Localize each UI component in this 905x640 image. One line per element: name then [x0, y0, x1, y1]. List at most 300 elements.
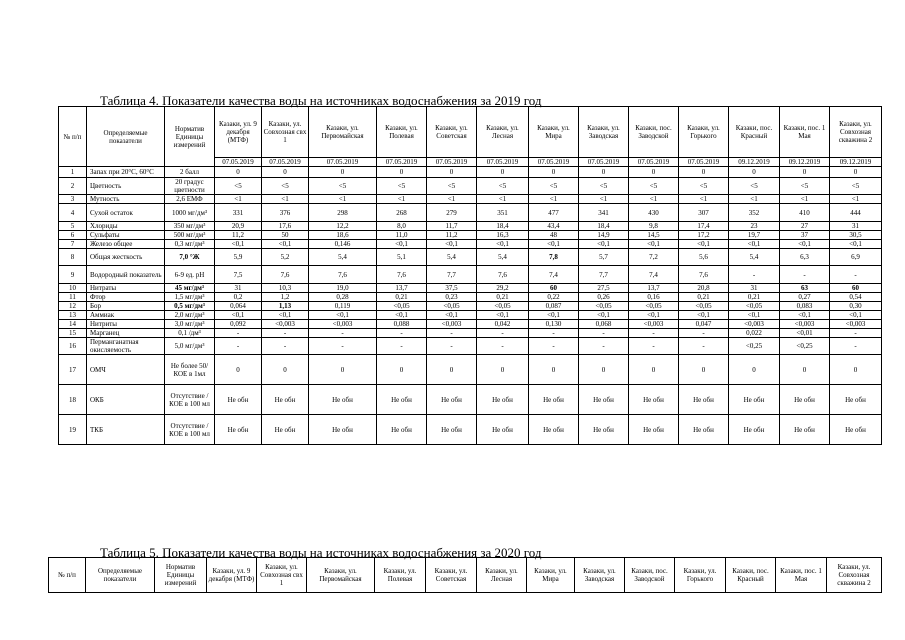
measurement-cell: <0,003	[262, 320, 309, 329]
indicator-name: Нитраты	[87, 284, 165, 293]
measurement-cell: 31	[215, 284, 262, 293]
sample-date: 07.05.2019	[262, 158, 309, 167]
measurement-cell: 7,2	[629, 249, 679, 266]
measurement-cell: 0	[377, 167, 427, 178]
measurement-cell: -	[377, 329, 427, 338]
measurement-cell: <5	[529, 178, 579, 195]
measurement-cell: 430	[629, 204, 679, 222]
measurement-cell: Не обн	[679, 415, 729, 445]
measurement-cell: Не обн	[377, 415, 427, 445]
measurement-cell: Не обн	[427, 385, 477, 415]
measurement-cell: 0,23	[427, 293, 477, 302]
measurement-cell: Не обн	[529, 415, 579, 445]
row-number: 12	[59, 302, 87, 311]
measurement-cell: 0	[477, 167, 529, 178]
measurement-cell: 37	[780, 231, 830, 240]
table-row	[59, 167, 882, 178]
measurement-cell: 5,4	[477, 249, 529, 266]
sample-date: 07.05.2019	[477, 158, 529, 167]
measurement-cell: 5,4	[427, 249, 477, 266]
indicator-name: Общая жесткость	[87, 249, 165, 266]
row-number: 18	[59, 385, 87, 415]
measurement-cell: 0,2	[215, 293, 262, 302]
indicator-name: Хлориды	[87, 222, 165, 231]
measurement-cell: 63	[780, 284, 830, 293]
measurement-cell: <5	[679, 178, 729, 195]
measurement-cell: 410	[780, 204, 830, 222]
water-quality-table-2019	[58, 106, 882, 445]
measurement-cell: <0,003	[629, 320, 679, 329]
table-row	[59, 311, 882, 320]
measurement-cell: 14,9	[579, 231, 629, 240]
measurement-cell: -	[309, 329, 377, 338]
sample-date: 07.05.2019	[679, 158, 729, 167]
column-header: Казаки, ул. Первомайская	[307, 558, 375, 593]
measurement-cell: 20,8	[679, 284, 729, 293]
measurement-cell: 10,3	[262, 284, 309, 293]
column-header: Казаки, ул. Полевая	[377, 107, 427, 158]
measurement-cell: <0,01	[780, 329, 830, 338]
measurement-cell: 5,6	[679, 249, 729, 266]
measurement-cell: 18,6	[309, 231, 377, 240]
indicator-name: ОКБ	[87, 385, 165, 415]
measurement-cell: 43,4	[529, 222, 579, 231]
measurement-cell: 307	[679, 204, 729, 222]
row-number: 3	[59, 195, 87, 204]
measurement-cell: 9,8	[629, 222, 679, 231]
measurement-cell: 0	[679, 167, 729, 178]
measurement-cell: <0,1	[830, 311, 882, 320]
measurement-cell: <0,05	[377, 302, 427, 311]
row-number: 19	[59, 415, 87, 445]
measurement-cell: 29,2	[477, 284, 529, 293]
table-row	[59, 178, 882, 195]
measurement-cell: <5	[830, 178, 882, 195]
indicator-name: Перманганатная окисляемость	[87, 338, 165, 355]
measurement-cell: 17,4	[679, 222, 729, 231]
measurement-cell: <0,05	[579, 302, 629, 311]
measurement-cell: <0,1	[262, 311, 309, 320]
measurement-cell: 0,21	[477, 293, 529, 302]
measurement-cell: <0,1	[427, 240, 477, 249]
measurement-cell: -	[579, 338, 629, 355]
column-header: Казаки, ул. Лесная	[477, 558, 527, 593]
measurement-cell: 352	[729, 204, 780, 222]
measurement-cell: Не обн	[477, 415, 529, 445]
row-number: 14	[59, 320, 87, 329]
sample-date: 07.05.2019	[579, 158, 629, 167]
measurement-cell: Не обн	[215, 385, 262, 415]
measurement-cell: <0,1	[729, 311, 780, 320]
column-header: Определяемые показатели	[86, 558, 155, 593]
sample-date: 07.05.2019	[377, 158, 427, 167]
measurement-cell: -	[377, 338, 427, 355]
measurement-cell: -	[529, 329, 579, 338]
measurement-cell: 331	[215, 204, 262, 222]
measurement-cell: 0,21	[729, 293, 780, 302]
norm-value: 45 мг/дм³	[165, 284, 215, 293]
table-row	[59, 284, 882, 293]
norm-value: 2 балл	[165, 167, 215, 178]
norm-value: 6-9 ед. рН	[165, 266, 215, 284]
measurement-cell: 7,5	[215, 266, 262, 284]
measurement-cell: <0,1	[629, 311, 679, 320]
measurement-cell: -	[679, 338, 729, 355]
measurement-cell: 31	[830, 222, 882, 231]
measurement-cell: -	[780, 266, 830, 284]
row-number: 13	[59, 311, 87, 320]
measurement-cell: 0	[579, 355, 629, 385]
measurement-cell: 0,22	[529, 293, 579, 302]
sample-date: 09.12.2019	[780, 158, 830, 167]
measurement-cell: <0,1	[215, 311, 262, 320]
measurement-cell: 30,5	[830, 231, 882, 240]
measurement-cell: 11,7	[427, 222, 477, 231]
measurement-cell: 7,4	[629, 266, 679, 284]
indicator-name: ТКБ	[87, 415, 165, 445]
measurement-cell: 0	[830, 355, 882, 385]
measurement-cell: <1	[377, 195, 427, 204]
row-number: 6	[59, 231, 87, 240]
sample-date: 07.05.2019	[309, 158, 377, 167]
measurement-cell: 5,4	[309, 249, 377, 266]
measurement-cell: Не обн	[579, 385, 629, 415]
measurement-cell: -	[830, 338, 882, 355]
indicator-name: Цветность	[87, 178, 165, 195]
measurement-cell: -	[262, 329, 309, 338]
measurement-cell: Не обн	[729, 385, 780, 415]
indicator-name: Железо общее	[87, 240, 165, 249]
table-row	[59, 249, 882, 266]
measurement-cell: 0,092	[215, 320, 262, 329]
measurement-cell: 0	[427, 355, 477, 385]
measurement-cell: 19,0	[309, 284, 377, 293]
measurement-cell: 5,2	[262, 249, 309, 266]
measurement-cell: <0,003	[309, 320, 377, 329]
measurement-cell: Не обн	[309, 385, 377, 415]
measurement-cell: 0	[529, 167, 579, 178]
measurement-cell: 0,064	[215, 302, 262, 311]
measurement-cell: 5,7	[579, 249, 629, 266]
measurement-cell: 0,130	[529, 320, 579, 329]
measurement-cell: -	[427, 329, 477, 338]
measurement-cell: Не обн	[579, 415, 629, 445]
measurement-cell: 298	[309, 204, 377, 222]
measurement-cell: <0,05	[629, 302, 679, 311]
row-number: 2	[59, 178, 87, 195]
column-header: Определяемые показатели	[87, 107, 165, 167]
norm-value: 5,0 мг/дм³	[165, 338, 215, 355]
table-row	[59, 240, 882, 249]
indicator-name: Марганец	[87, 329, 165, 338]
measurement-cell: 0,047	[679, 320, 729, 329]
measurement-cell: <5	[427, 178, 477, 195]
measurement-cell: Не обн	[377, 385, 427, 415]
measurement-cell: 13,7	[629, 284, 679, 293]
measurement-cell: 0,022	[729, 329, 780, 338]
sample-date: 09.12.2019	[830, 158, 882, 167]
indicator-name: Фтор	[87, 293, 165, 302]
measurement-cell: <0,1	[309, 311, 377, 320]
measurement-cell: 0	[780, 167, 830, 178]
measurement-cell: 7,7	[579, 266, 629, 284]
measurement-cell: -	[529, 338, 579, 355]
measurement-cell: 16,3	[477, 231, 529, 240]
measurement-cell: <1	[729, 195, 780, 204]
column-header: Казаки, пос. Красный	[729, 107, 780, 158]
measurement-cell: <0,1	[477, 240, 529, 249]
measurement-cell: 7,4	[529, 266, 579, 284]
water-quality-table-2020	[48, 557, 882, 593]
column-header: Казаки, ул. Совхозная свх 1	[262, 107, 309, 158]
measurement-cell: <0,1	[529, 240, 579, 249]
measurement-cell: 0,042	[477, 320, 529, 329]
measurement-cell: 7,6	[477, 266, 529, 284]
column-header: № п/п	[59, 107, 87, 167]
measurement-cell: Не обн	[262, 415, 309, 445]
measurement-cell: 0	[629, 355, 679, 385]
measurement-cell: 444	[830, 204, 882, 222]
measurement-cell: <0,1	[629, 240, 679, 249]
measurement-cell: -	[629, 329, 679, 338]
measurement-cell: 8,0	[377, 222, 427, 231]
measurement-cell: <1	[262, 195, 309, 204]
column-header: Казаки, ул. Совхозная скважина 2	[830, 107, 882, 158]
column-header: Казаки, пос. Заводской	[629, 107, 679, 158]
row-number: 7	[59, 240, 87, 249]
measurement-cell: -	[215, 329, 262, 338]
column-header: Казаки, ул. Полевая	[375, 558, 426, 593]
measurement-cell: 0	[679, 355, 729, 385]
measurement-cell: <5	[309, 178, 377, 195]
indicator-name: Сульфаты	[87, 231, 165, 240]
measurement-cell: 0,54	[830, 293, 882, 302]
column-header: Казаки, пос. Заводской	[625, 558, 675, 593]
table-row	[59, 329, 882, 338]
measurement-cell: -	[830, 329, 882, 338]
measurement-cell: <0,003	[780, 320, 830, 329]
measurement-cell: <0,1	[477, 311, 529, 320]
measurement-cell: <0,1	[679, 311, 729, 320]
measurement-cell: <0,05	[477, 302, 529, 311]
norm-value: Отсутствие / КОЕ в 100 мл	[165, 415, 215, 445]
table-row	[59, 320, 882, 329]
measurement-cell: 14,5	[629, 231, 679, 240]
row-number: 10	[59, 284, 87, 293]
column-header: Казаки, ул. 9 декабря (МТФ)	[215, 107, 262, 158]
measurement-cell: <5	[780, 178, 830, 195]
column-header: Казаки, ул. 9 декабря (МТФ)	[207, 558, 257, 593]
measurement-cell: 0	[529, 355, 579, 385]
measurement-cell: <0,05	[427, 302, 477, 311]
measurement-cell: <1	[427, 195, 477, 204]
measurement-cell: -	[477, 338, 529, 355]
column-header: Казаки, пос. Красный	[726, 558, 776, 593]
table4-title: Таблица 4. Показатели качества воды на источниках водоснабжения за 2019 год	[100, 93, 542, 108]
measurement-cell: -	[830, 266, 882, 284]
measurement-cell: 268	[377, 204, 427, 222]
column-header: Казаки, ул. Совхозная свх 1	[257, 558, 307, 593]
column-header: Казаки, пос. 1 Мая	[776, 558, 827, 593]
measurement-cell: 18,4	[477, 222, 529, 231]
measurement-cell: 7,6	[377, 266, 427, 284]
table5-title: Таблица 5. Показатели качества воды на источниках водоснабжения за 2020 год	[100, 545, 542, 560]
measurement-cell: -	[262, 338, 309, 355]
measurement-cell: 0,27	[780, 293, 830, 302]
table-row	[59, 266, 882, 284]
measurement-cell: <0,1	[679, 240, 729, 249]
sample-date: 07.05.2019	[629, 158, 679, 167]
indicator-name: Запах при 20°С, 60°С	[87, 167, 165, 178]
norm-value: Не более 50/КОЕ в 1мл	[165, 355, 215, 385]
sample-date: 07.05.2019	[427, 158, 477, 167]
measurement-cell: 1,13	[262, 302, 309, 311]
measurement-cell: -	[679, 329, 729, 338]
measurement-cell: <0,1	[579, 240, 629, 249]
measurement-cell: 5,1	[377, 249, 427, 266]
column-header: № п/п	[49, 558, 86, 593]
measurement-cell: 0	[262, 167, 309, 178]
measurement-cell: 341	[579, 204, 629, 222]
measurement-cell: <5	[215, 178, 262, 195]
measurement-cell: 11,0	[377, 231, 427, 240]
norm-value: 7,0 °Ж	[165, 249, 215, 266]
measurement-cell: 13,7	[377, 284, 427, 293]
sample-date: 07.05.2019	[529, 158, 579, 167]
measurement-cell: 0	[477, 355, 529, 385]
table-row	[59, 302, 882, 311]
column-header: Норматив Единицы измерений	[165, 107, 215, 167]
norm-value: 1,5 мг/дм³	[165, 293, 215, 302]
measurement-cell: <0,1	[579, 311, 629, 320]
measurement-cell: 6,3	[780, 249, 830, 266]
measurement-cell: 0	[729, 167, 780, 178]
measurement-cell: 27,5	[579, 284, 629, 293]
indicator-name: Водородный показатель	[87, 266, 165, 284]
column-header: Казаки, ул. Мира	[527, 558, 575, 593]
measurement-cell: 0	[262, 355, 309, 385]
norm-value: 0,3 мг/дм³	[165, 240, 215, 249]
measurement-cell: <1	[215, 195, 262, 204]
row-number: 1	[59, 167, 87, 178]
row-number: 16	[59, 338, 87, 355]
measurement-cell: 0,21	[679, 293, 729, 302]
indicator-name: Нитриты	[87, 320, 165, 329]
measurement-cell: Не обн	[830, 385, 882, 415]
measurement-cell: Не обн	[529, 385, 579, 415]
column-header: Казаки, ул. Лесная	[477, 107, 529, 158]
measurement-cell: 12,2	[309, 222, 377, 231]
row-number: 15	[59, 329, 87, 338]
table-row	[59, 355, 882, 385]
measurement-cell: -	[579, 329, 629, 338]
row-number: 5	[59, 222, 87, 231]
measurement-cell: <1	[529, 195, 579, 204]
measurement-cell: Не обн	[629, 415, 679, 445]
column-header: Казаки, ул. Первомайская	[309, 107, 377, 158]
table-row	[59, 204, 882, 222]
indicator-name: Сухой остаток	[87, 204, 165, 222]
column-header: Казаки, ул. Советская	[426, 558, 477, 593]
measurement-cell: 6,9	[830, 249, 882, 266]
measurement-cell: <5	[262, 178, 309, 195]
column-header: Казаки, ул. Совхозная скважина 2	[827, 558, 882, 593]
indicator-name: Бор	[87, 302, 165, 311]
column-header: Казаки, ул. Заводская	[579, 107, 629, 158]
measurement-cell: <0,1	[377, 240, 427, 249]
norm-value: 2,0 мг/дм³	[165, 311, 215, 320]
table-row	[59, 338, 882, 355]
measurement-cell: Не обн	[215, 415, 262, 445]
measurement-cell: <0,1	[830, 240, 882, 249]
measurement-cell: 0,21	[377, 293, 427, 302]
measurement-cell: Не обн	[780, 415, 830, 445]
measurement-cell: 23	[729, 222, 780, 231]
measurement-cell: 0,16	[629, 293, 679, 302]
measurement-cell: <0,1	[729, 240, 780, 249]
measurement-cell: 7,7	[427, 266, 477, 284]
measurement-cell: Не обн	[729, 415, 780, 445]
measurement-cell: <5	[629, 178, 679, 195]
measurement-cell: 279	[427, 204, 477, 222]
measurement-cell: Не обн	[427, 415, 477, 445]
table-row	[59, 293, 882, 302]
table-row	[59, 231, 882, 240]
measurement-cell: 0,087	[529, 302, 579, 311]
measurement-cell: -	[477, 329, 529, 338]
measurement-cell: 0	[309, 167, 377, 178]
measurement-cell: <1	[629, 195, 679, 204]
table-row	[59, 415, 882, 445]
measurement-cell: <5	[729, 178, 780, 195]
measurement-cell: 0,26	[579, 293, 629, 302]
measurement-cell: 7,6	[679, 266, 729, 284]
column-header: Норматив Единицы измерений	[155, 558, 207, 593]
column-header: Казаки, пос. 1 Мая	[780, 107, 830, 158]
measurement-cell: -	[629, 338, 679, 355]
measurement-cell: -	[215, 338, 262, 355]
measurement-cell: <0,1	[780, 240, 830, 249]
measurement-cell: <5	[377, 178, 427, 195]
measurement-cell: <5	[477, 178, 529, 195]
measurement-cell: <0,25	[729, 338, 780, 355]
column-header: Казаки, ул. Советская	[427, 107, 477, 158]
measurement-cell: 0,083	[780, 302, 830, 311]
measurement-cell: <0,003	[729, 320, 780, 329]
measurement-cell: 1,2	[262, 293, 309, 302]
measurement-cell: 50	[262, 231, 309, 240]
measurement-cell: Не обн	[830, 415, 882, 445]
measurement-cell: 0,119	[309, 302, 377, 311]
measurement-cell: 11,2	[215, 231, 262, 240]
row-number: 9	[59, 266, 87, 284]
measurement-cell: 0,28	[309, 293, 377, 302]
measurement-cell: 351	[477, 204, 529, 222]
measurement-cell: Не обн	[629, 385, 679, 415]
row-number: 8	[59, 249, 87, 266]
measurement-cell: <0,1	[427, 311, 477, 320]
table-row	[59, 195, 882, 204]
table-row	[59, 385, 882, 415]
measurement-cell: 0,088	[377, 320, 427, 329]
measurement-cell: <1	[579, 195, 629, 204]
measurement-cell: <0,1	[529, 311, 579, 320]
measurement-cell: 48	[529, 231, 579, 240]
measurement-cell: <1	[679, 195, 729, 204]
measurement-cell: 0,146	[309, 240, 377, 249]
measurement-cell: 0	[427, 167, 477, 178]
norm-value: 3,0 мг/дм³	[165, 320, 215, 329]
